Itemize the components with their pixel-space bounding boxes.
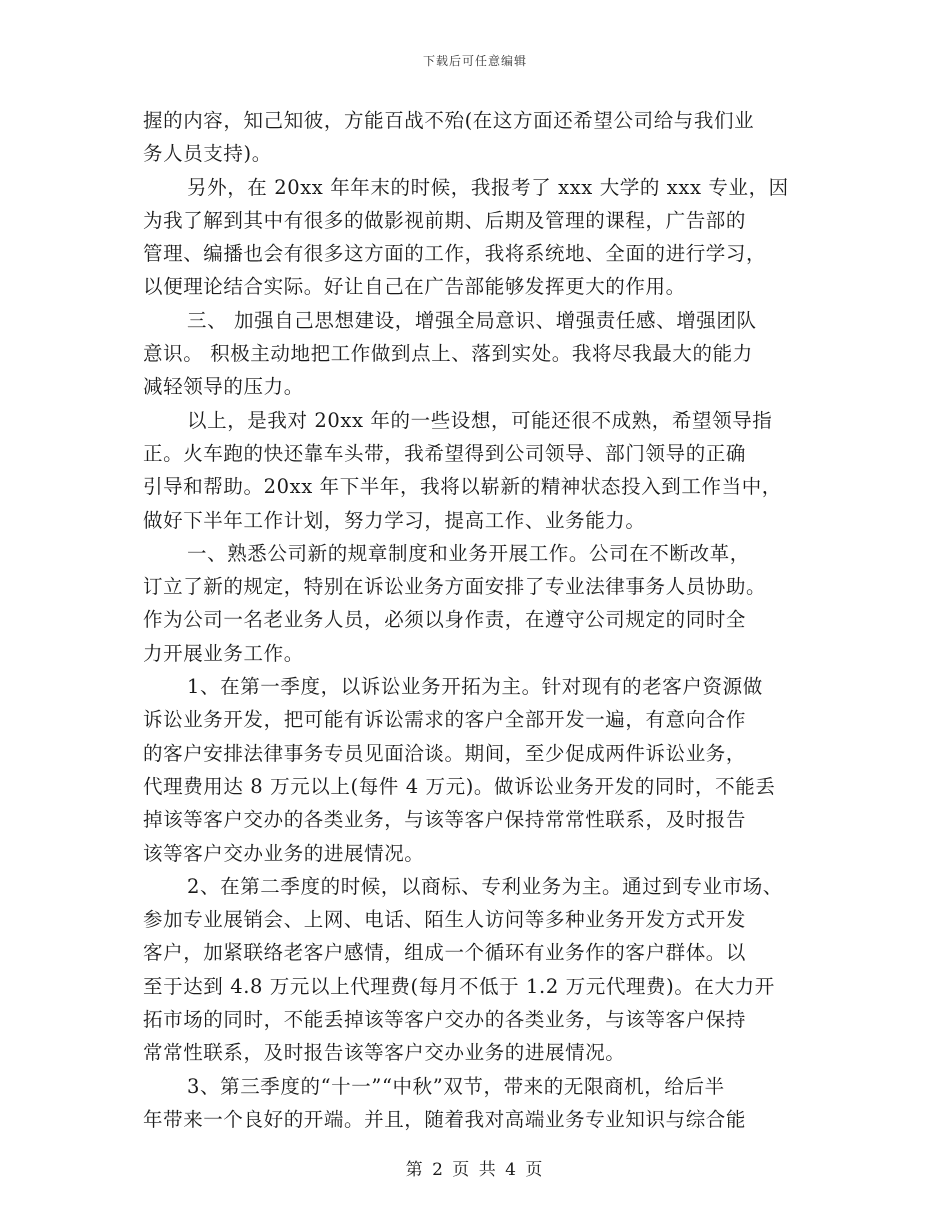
text-line: 引导和帮助。20xx 年下半年，我将以崭新的精神状态投入到工作当中， <box>143 475 782 499</box>
text-line: 务人员支持)。 <box>143 142 272 166</box>
text-line: 减轻领导的压力。 <box>143 375 304 399</box>
text-line: 年带来一个良好的开端。并且，随着我对高端业务专业知识与综合能 <box>143 1107 747 1131</box>
text-line: 常常性联系，及时报告该等客户交办业务的进展情况。 <box>143 1041 626 1065</box>
text-line: 握的内容，知己知彼，方能百战不殆(在这方面还希望公司给与我们业 <box>143 109 755 132</box>
text-line: 以便理论结合实际。好让自己在广告部能够发挥更大的作用。 <box>143 275 686 299</box>
text-line: 作为公司一名老业务人员，必须以身作责，在遵守公司规定的同时全 <box>143 608 747 632</box>
text-line: 以上，是我对 20xx 年的一些设想，可能还很不成熟，希望领导指 <box>187 408 773 432</box>
text-line: 做好下半年工作计划，努力学习，提高工作、业务能力。 <box>143 508 646 532</box>
text-line: 另外，在 20xx 年年末的时候，我报考了 xxx 大学的 xxx 专业，因 <box>187 175 789 199</box>
text-line: 2、在第二季度的时候，以商标、专利业务为主。通过到专业市场、 <box>187 874 783 898</box>
text-line: 至于达到 4.8 万元以上代理费(每月不低于 1.2 万元代理费)。在大力开 <box>143 974 775 998</box>
text-line: 正。火车跑的快还靠车头带，我希望得到公司领导、部门领导的正确 <box>143 441 747 465</box>
page-header: 下载后可任意编辑 <box>422 54 527 68</box>
text-line: 力开展业务工作。 <box>143 641 304 665</box>
text-line: 3、第三季度的“十一”“中秋”双节，带来的无限商机，给后半 <box>187 1074 725 1098</box>
text-line: 该等客户交办业务的进展情况。 <box>143 841 425 865</box>
document-body <box>143 104 823 1136</box>
text-line: 管理、编播也会有很多这方面的工作，我将系统地、全面的进行学习， <box>143 242 767 266</box>
text-line: 客户，加紧联络老客户感情，组成一个循环有业务作的客户群体。以 <box>143 941 747 965</box>
text-line: 一、熟悉公司新的规章制度和业务开展工作。公司在不断改革， <box>187 541 750 565</box>
text-line: 三、 加强自己思想建设，增强全局意识、增强责任感、增强团队 <box>187 308 757 332</box>
text-line: 1、在第一季度，以诉讼业务开拓为主。针对现有的老客户资源做 <box>187 675 763 699</box>
text-line: 订立了新的规定，特别在诉讼业务方面安排了专业法律事务人员协助。 <box>143 575 767 599</box>
text-line: 意识。 积极主动地把工作做到点上、落到实处。我将尽我最大的能力 <box>143 342 753 366</box>
text-line: 代理费用达 8 万元以上(每件 4 万元)。做诉讼业务开发的同时，不能丢 <box>143 774 776 798</box>
page-footer: 第 2 页 共 4 页 <box>405 1160 545 1180</box>
text-line: 诉讼业务开发，把可能有诉讼需求的客户全部开发一遍，有意向合作 <box>143 708 747 732</box>
text-line: 参加专业展销会、上网、电话、陌生人访问等多种业务开发方式开发 <box>143 908 747 932</box>
text-line: 的客户安排法律事务专员见面洽谈。期间，至少促成两件诉讼业务， <box>143 741 747 765</box>
text-line: 拓市场的同时，不能丢掉该等客户交办的各类业务，与该等客户保持 <box>143 1008 747 1032</box>
text-line: 掉该等客户交办的各类业务，与该等客户保持常常性联系，及时报告 <box>143 808 747 832</box>
text-line: 为我了解到其中有很多的做影视前期、后期及管理的课程，广告部的 <box>143 208 747 232</box>
